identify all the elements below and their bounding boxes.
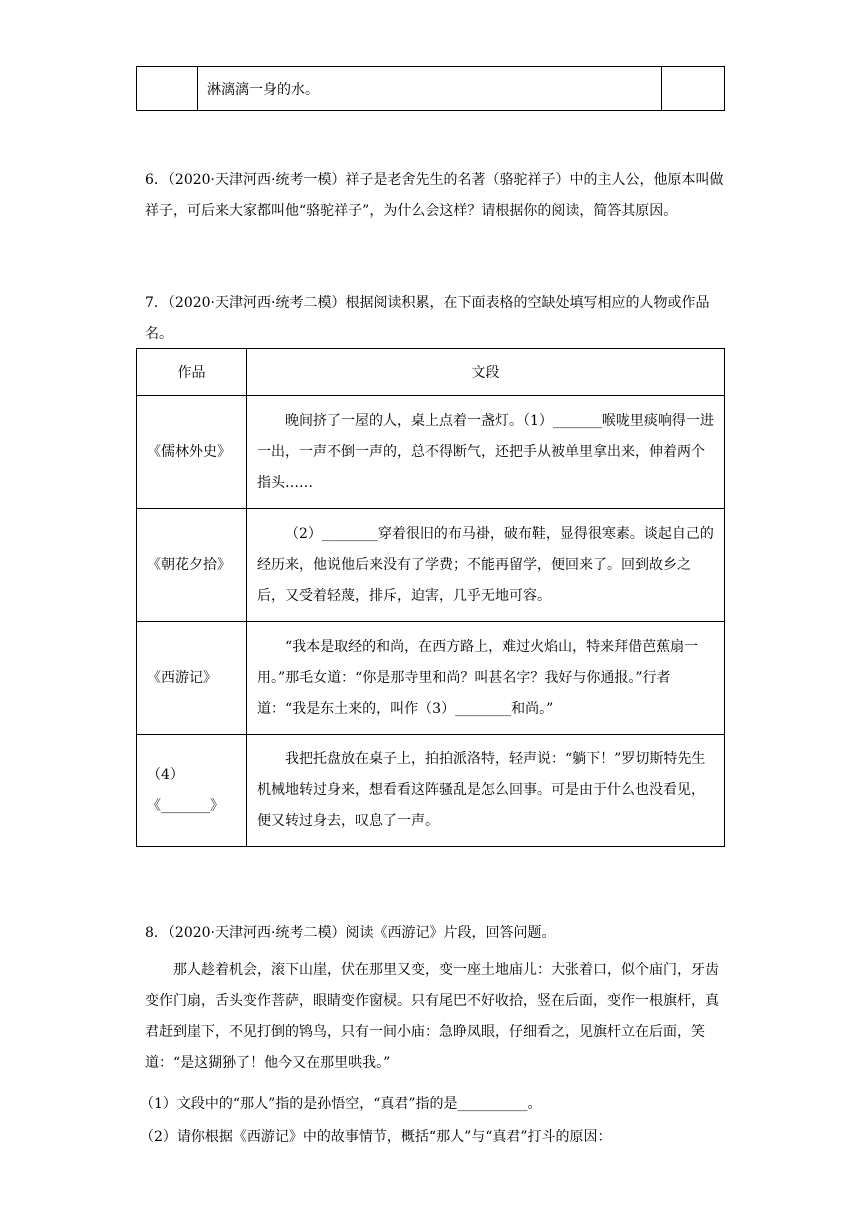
top-table (136, 66, 725, 111)
question-source: （2020·天津河西·统考一模） (167, 172, 346, 188)
passage-text: 我把托盘放在桌子上，拍拍派洛特，轻声说：“躺下！”罗切斯特先生机械地转过身来，想看看这阵骚乱是怎么回事。可是由于什么也没看见，便又转过身去，叹息了一声。 (257, 751, 706, 829)
work-blank-number: （4） (147, 766, 184, 783)
top-table-text: 淋漓漓一身的水。 (207, 81, 319, 98)
works-table (136, 348, 725, 847)
passage-text: 那人趁着机会，滚下山崖，伏在那里又变，变一座土地庙儿：大张着口，似个庙门，牙齿变作门扇，舌头变作菩萨，眼睛变作窗棂。只有尾巴不好收拾，竖在后面，变作一根旗杆，真君赶到崖下，不见打倒的鸨鸟，只有一间小庙：急睁凤眼，仔细看之，见旗杆立在后面，笑道：“是这猢狲了！他今又在那里哄我。” (145, 962, 719, 1071)
question-text: 根据阅读积累，在下面表格的空缺处填写相应的人物或作品名。 (145, 295, 710, 342)
work-cell (137, 735, 247, 847)
question-number: 8． (145, 925, 168, 941)
passage-cell (247, 509, 725, 622)
question-6 (145, 165, 725, 227)
question-8 (145, 918, 725, 949)
question-number: 6． (145, 172, 168, 188)
question-8-passage (145, 955, 725, 1079)
work-cell: 《朝花夕拾》 (137, 509, 247, 622)
passage-cell (247, 396, 725, 509)
table-row (137, 396, 725, 509)
table-row (137, 735, 725, 847)
question-8-sub2 (140, 1122, 720, 1153)
table-row (137, 622, 725, 735)
sub-question-text: （2）请你根据《西游记》中的故事情节，概括“那人”与“真君”打斗的原因： (140, 1129, 612, 1145)
table-row (137, 509, 725, 622)
work-blank: 《_______》 (147, 797, 224, 814)
top-table-right-cell (662, 67, 725, 111)
passage-text: “我本是取经的和尚，在西方路上，难过火焰山，特来拜借芭蕉扇一用。”那毛女道：“你是那寺里和尚？叫甚名字？我好与你通报。”行者道：“我是东土来的，叫作（3）________和尚。” (257, 638, 699, 717)
work-cell: 《儒林外史》 (137, 396, 247, 509)
table-header-row (137, 349, 725, 396)
top-table-left-cell (137, 67, 198, 111)
question-source: （2020·天津河西·统考二模） (167, 925, 346, 941)
question-8-sub1 (140, 1089, 720, 1120)
question-text: 阅读《西游记》片段，回答问题。 (345, 925, 556, 941)
header-passage: 文段 (247, 349, 725, 396)
question-7 (145, 288, 725, 350)
top-table-text-cell (198, 67, 662, 111)
passage-cell (247, 735, 725, 847)
work-cell: 《西游记》 (137, 622, 247, 735)
passage-cell (247, 622, 725, 735)
passage-text: 晚间挤了一屋的人，桌上点着一盏灯。（1）_______喉咙里痰响得一进一出，一声不倒一声的，总不得断气，还把手从被单里拿出来，伸着两个指头…… (257, 412, 714, 491)
header-work: 作品 (137, 349, 247, 396)
question-source: （2020·天津河西·统考二模） (167, 295, 346, 311)
question-number: 7． (145, 295, 168, 311)
sub-question-text: （1）文段中的“那人”指的是孙悟空，“真君”指的是__________。 (140, 1096, 542, 1112)
passage-text: （2）________穿着很旧的布马褂，破布鞋，显得很寒素。谈起自己的经历来，他说他后来没有了学费；不能再留学，便回来了。回到故乡之后，又受着轻蔑，排斥，迫害，几乎无地可容。 (257, 525, 714, 604)
question-text: 祥子是老舍先生的名著（骆驼祥子）中的主人公，他原本叫做祥子，可后来大家都叫他“骆驼祥子”，为什么会这样？请根据你的阅读，简答其原因。 (145, 172, 724, 219)
